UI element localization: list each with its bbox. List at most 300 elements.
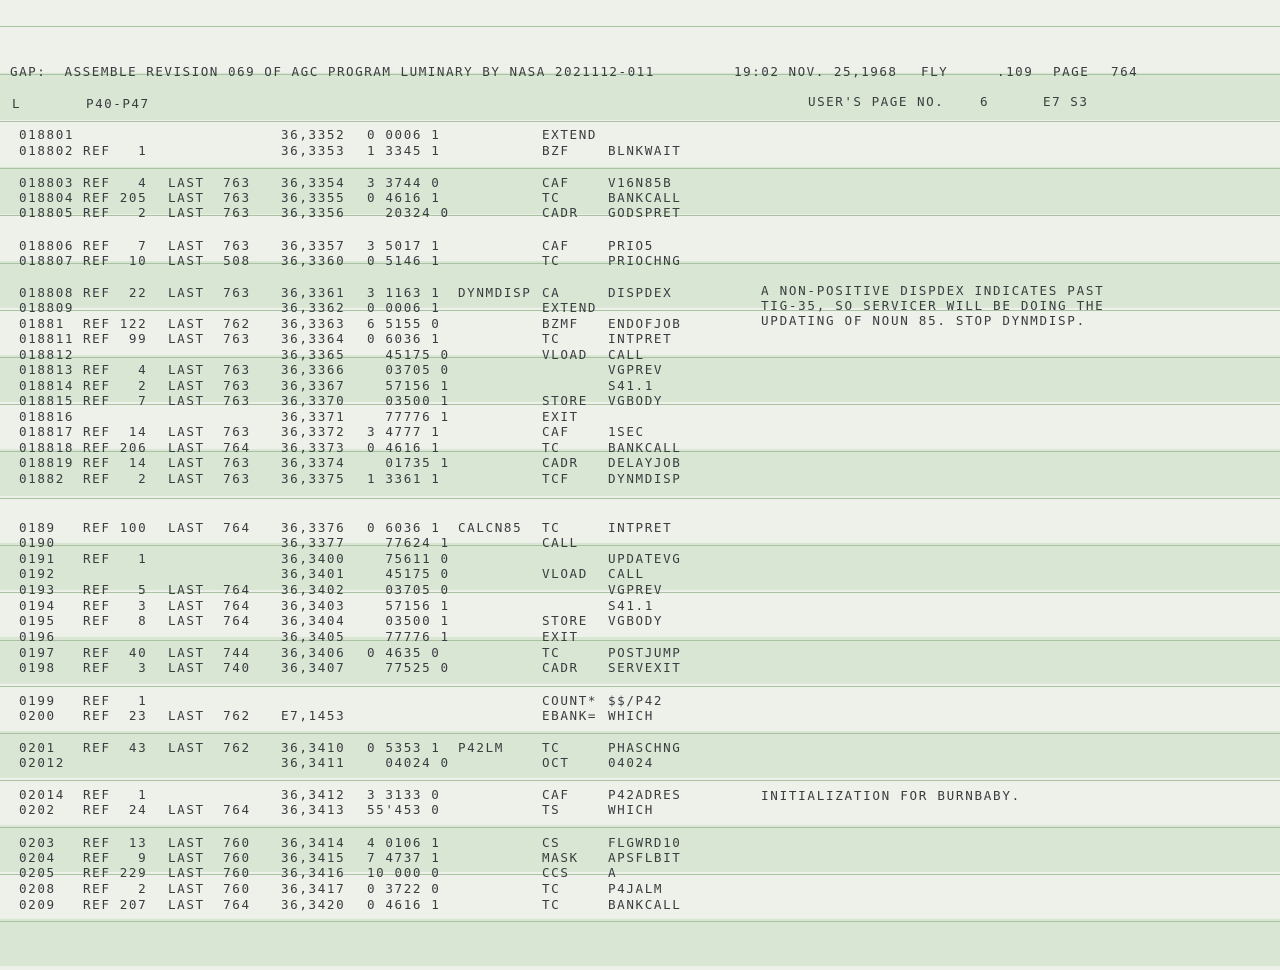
- opcode: BZF: [542, 143, 570, 158]
- assembly-mode: FLY: [921, 64, 949, 79]
- remark-line: UPDATING OF NOUN 85. STOP DYNMDISP.: [761, 313, 1086, 328]
- address: 36,3362: [281, 300, 346, 315]
- last-ref: LAST 763: [168, 331, 251, 346]
- octal-code: 0 0006 1: [367, 300, 441, 315]
- assembly-number: .109: [997, 64, 1034, 79]
- octal-code: 3 4777 1: [367, 424, 441, 439]
- opcode: TC: [542, 253, 561, 268]
- symbol-label: P42LM: [458, 740, 504, 755]
- address: E7,1453: [281, 708, 346, 723]
- remark-line: A NON-POSITIVE DISPDEX INDICATES PAST: [761, 283, 1105, 298]
- ref-count: REF 1: [83, 693, 148, 708]
- operand: APSFLBIT: [608, 850, 682, 865]
- section-title: P40-P47: [86, 96, 150, 111]
- octal-code: 7 4737 1: [367, 850, 441, 865]
- address: 36,3355: [281, 190, 346, 205]
- address: 36,3402: [281, 582, 346, 597]
- operand: PRIOCHNG: [608, 253, 682, 268]
- address: 36,3407: [281, 660, 346, 675]
- ref-count: REF 1: [83, 787, 148, 802]
- opcode: CAF: [542, 787, 570, 802]
- paper-rule: [0, 780, 1280, 781]
- line-number: 01882: [19, 471, 65, 486]
- listing-row: [0, 881, 1280, 897]
- operand: S41.1: [608, 378, 654, 393]
- address: 36,3411: [281, 755, 346, 770]
- listing-row: [0, 740, 1280, 756]
- address: 36,3377: [281, 535, 346, 550]
- opcode: CA: [542, 285, 561, 300]
- address: 36,3360: [281, 253, 346, 268]
- listing-row: [0, 566, 1280, 582]
- opcode: COUNT*: [542, 693, 598, 708]
- octal-code: 0 4616 1: [367, 440, 441, 455]
- opcode: TC: [542, 520, 561, 535]
- operand: PRIO5: [608, 238, 654, 253]
- line-number: 0204: [19, 850, 56, 865]
- opcode: EXIT: [542, 409, 579, 424]
- line-number: 018805: [19, 205, 75, 220]
- ref-count: REF 2: [83, 205, 148, 220]
- octal-code: 6 5155 0: [367, 316, 441, 331]
- address: 36,3406: [281, 645, 346, 660]
- last-ref: LAST 763: [168, 471, 251, 486]
- listing-row: [0, 440, 1280, 456]
- listing-row: [0, 238, 1280, 254]
- line-number: 018809: [19, 300, 75, 315]
- line-number: 0202: [19, 802, 56, 817]
- octal-code: 0 6036 1: [367, 331, 441, 346]
- operand: UPDATEVG: [608, 551, 682, 566]
- line-number: 0198: [19, 660, 56, 675]
- last-ref: LAST 762: [168, 708, 251, 723]
- octal-code: 0 3722 0: [367, 881, 441, 896]
- listing-row: [0, 205, 1280, 221]
- line-number: 0192: [19, 566, 56, 581]
- operand: A: [608, 865, 618, 880]
- operand: 1SEC: [608, 424, 645, 439]
- address: 36,3372: [281, 424, 346, 439]
- last-ref: LAST 763: [168, 190, 251, 205]
- paper-rule: [0, 686, 1280, 687]
- line-number: 0196: [19, 629, 56, 644]
- ref-count: REF 229: [83, 865, 148, 880]
- operand: P4JALM: [608, 881, 664, 896]
- remark-line: TIG-35, SO SERVICER WILL BE DOING THE: [761, 298, 1105, 313]
- opcode: EBANK=: [542, 708, 598, 723]
- operand: SERVEXIT: [608, 660, 682, 675]
- address: 36,3364: [281, 331, 346, 346]
- ref-count: REF 205: [83, 190, 148, 205]
- ref-count: REF 1: [83, 143, 148, 158]
- listing-row: [0, 424, 1280, 440]
- line-number: 018806: [19, 238, 75, 253]
- line-number: 018815: [19, 393, 75, 408]
- ref-count: REF 43: [83, 740, 148, 755]
- last-ref: LAST 744: [168, 645, 251, 660]
- last-ref: LAST 764: [168, 520, 251, 535]
- symbol-label: CALCN85: [458, 520, 523, 535]
- octal-code: 57156 1: [367, 378, 450, 393]
- octal-code: 20324 0: [367, 205, 450, 220]
- line-number: 02014: [19, 787, 65, 802]
- last-ref: LAST 763: [168, 393, 251, 408]
- opcode: CADR: [542, 205, 579, 220]
- listing-row: [0, 613, 1280, 629]
- operand: ENDOFJOB: [608, 316, 682, 331]
- octal-code: 4 0106 1: [367, 835, 441, 850]
- operand: $$/P42: [608, 693, 664, 708]
- address: 36,3401: [281, 566, 346, 581]
- address: 36,3405: [281, 629, 346, 644]
- operand: FLGWRD10: [608, 835, 682, 850]
- last-ref: LAST 762: [168, 740, 251, 755]
- listing-row: [0, 316, 1280, 332]
- octal-code: 57156 1: [367, 598, 450, 613]
- ref-count: REF 122: [83, 316, 148, 331]
- opcode: MASK: [542, 850, 579, 865]
- listing-row: [0, 190, 1280, 206]
- listing-row: [0, 787, 1280, 803]
- symbol-label: DYNMDISP: [458, 285, 532, 300]
- opcode: STORE: [542, 613, 588, 628]
- page-number: 764: [1111, 64, 1139, 79]
- line-number: 0195: [19, 613, 56, 628]
- line-number: 01881: [19, 316, 65, 331]
- line-number: 0200: [19, 708, 56, 723]
- octal-code: 0 6036 1: [367, 520, 441, 535]
- octal-code: 55'453 0: [367, 802, 441, 817]
- ref-count: REF 4: [83, 175, 148, 190]
- ref-count: REF 8: [83, 613, 148, 628]
- address: 36,3352: [281, 127, 346, 142]
- listing-row: [0, 143, 1280, 159]
- last-ref: LAST 760: [168, 835, 251, 850]
- octal-code: 3 5017 1: [367, 238, 441, 253]
- subheader-code: L: [12, 96, 22, 111]
- ref-count: REF 207: [83, 897, 148, 912]
- last-ref: LAST 763: [168, 205, 251, 220]
- operand: GODSPRET: [608, 205, 682, 220]
- last-ref: LAST 764: [168, 613, 251, 628]
- octal-code: 04024 0: [367, 755, 450, 770]
- assembly-timestamp: 19:02 NOV. 25,1968: [734, 64, 898, 79]
- ref-count: REF 22: [83, 285, 148, 300]
- line-number: 018818: [19, 440, 75, 455]
- listing-row: [0, 331, 1280, 347]
- address: 36,3370: [281, 393, 346, 408]
- ref-count: REF 1: [83, 551, 148, 566]
- opcode: CADR: [542, 660, 579, 675]
- octal-code: 75611 0: [367, 551, 450, 566]
- ref-count: REF 5: [83, 582, 148, 597]
- octal-code: 1 3361 1: [367, 471, 441, 486]
- opcode: CS: [542, 835, 561, 850]
- opcode: TC: [542, 881, 561, 896]
- remark-line: INITIALIZATION FOR BURNBABY.: [761, 788, 1021, 803]
- address: 36,3374: [281, 455, 346, 470]
- opcode: TC: [542, 190, 561, 205]
- address: 36,3420: [281, 897, 346, 912]
- address: 36,3367: [281, 378, 346, 393]
- user-page-label: USER'S PAGE NO.: [808, 94, 945, 109]
- operand: INTPRET: [608, 331, 673, 346]
- operand: S41.1: [608, 598, 654, 613]
- ref-count: REF 99: [83, 331, 148, 346]
- ref-count: REF 10: [83, 253, 148, 268]
- line-number: 018807: [19, 253, 75, 268]
- address: 36,3414: [281, 835, 346, 850]
- last-ref: LAST 763: [168, 238, 251, 253]
- address: 36,3361: [281, 285, 346, 300]
- address: 36,3363: [281, 316, 346, 331]
- listing-row: [0, 378, 1280, 394]
- last-ref: LAST 763: [168, 362, 251, 377]
- address: 36,3371: [281, 409, 346, 424]
- line-number: 018804: [19, 190, 75, 205]
- octal-code: 77776 1: [367, 629, 450, 644]
- operand: CALL: [608, 347, 645, 362]
- listing-row: [0, 127, 1280, 143]
- last-ref: LAST 760: [168, 881, 251, 896]
- paper-rule: [0, 121, 1280, 122]
- listing-row: [0, 253, 1280, 269]
- ref-count: REF 2: [83, 378, 148, 393]
- address: 36,3373: [281, 440, 346, 455]
- ref-count: REF 2: [83, 881, 148, 896]
- ref-count: REF 100: [83, 520, 148, 535]
- listing-row: [0, 455, 1280, 471]
- address: 36,3404: [281, 613, 346, 628]
- ref-count: REF 14: [83, 455, 148, 470]
- opcode: CCS: [542, 865, 570, 880]
- last-ref: LAST 764: [168, 802, 251, 817]
- operand: VGBODY: [608, 613, 664, 628]
- opcode: TC: [542, 645, 561, 660]
- opcode: TC: [542, 740, 561, 755]
- operand: BANKCALL: [608, 190, 682, 205]
- line-number: 018801: [19, 127, 75, 142]
- address: 36,3366: [281, 362, 346, 377]
- last-ref: LAST 763: [168, 424, 251, 439]
- opcode: TCF: [542, 471, 570, 486]
- paper-rule: [0, 921, 1280, 922]
- opcode: CAF: [542, 175, 570, 190]
- operand: PHASCHNG: [608, 740, 682, 755]
- listing-row: [0, 551, 1280, 567]
- listing-row: [0, 409, 1280, 425]
- paper-rule: [0, 827, 1280, 828]
- line-number: 018812: [19, 347, 75, 362]
- operand: DISPDEX: [608, 285, 673, 300]
- operand: DYNMDISP: [608, 471, 682, 486]
- paper-rule: [0, 498, 1280, 499]
- operand: CALL: [608, 566, 645, 581]
- line-number: 018817: [19, 424, 75, 439]
- ref-count: REF 9: [83, 850, 148, 865]
- octal-code: 0 5353 1: [367, 740, 441, 755]
- line-number: 018803: [19, 175, 75, 190]
- last-ref: LAST 508: [168, 253, 251, 268]
- listing-row: [0, 362, 1280, 378]
- line-number: 0203: [19, 835, 56, 850]
- operand: WHICH: [608, 802, 654, 817]
- listing-row: [0, 598, 1280, 614]
- listing-row: [0, 755, 1280, 771]
- page-label: PAGE: [1053, 64, 1090, 79]
- opcode: OCT: [542, 755, 570, 770]
- user-page-number: 6: [980, 94, 990, 109]
- address: 36,3400: [281, 551, 346, 566]
- address: 36,3365: [281, 347, 346, 362]
- last-ref: LAST 764: [168, 598, 251, 613]
- last-ref: LAST 763: [168, 285, 251, 300]
- address: 36,3376: [281, 520, 346, 535]
- ref-count: REF 23: [83, 708, 148, 723]
- listing-row: [0, 708, 1280, 724]
- octal-code: 77776 1: [367, 409, 450, 424]
- opcode: VLOAD: [542, 347, 588, 362]
- operand: DELAYJOB: [608, 455, 682, 470]
- listing-row: [0, 865, 1280, 881]
- address: 36,3416: [281, 865, 346, 880]
- line-number: 0194: [19, 598, 56, 613]
- paper-rule: [0, 733, 1280, 734]
- ref-count: REF 206: [83, 440, 148, 455]
- address: 36,3353: [281, 143, 346, 158]
- last-ref: LAST 763: [168, 455, 251, 470]
- listing-row: [0, 897, 1280, 913]
- last-ref: LAST 760: [168, 850, 251, 865]
- address: 36,3410: [281, 740, 346, 755]
- octal-code: 0 0006 1: [367, 127, 441, 142]
- opcode: EXTEND: [542, 300, 598, 315]
- opcode: CADR: [542, 455, 579, 470]
- last-ref: LAST 764: [168, 897, 251, 912]
- line-number: 018808: [19, 285, 75, 300]
- opcode: CAF: [542, 424, 570, 439]
- operand: BANKCALL: [608, 440, 682, 455]
- octal-code: 03705 0: [367, 582, 450, 597]
- operand: 04024: [608, 755, 654, 770]
- operand: WHICH: [608, 708, 654, 723]
- last-ref: LAST 763: [168, 378, 251, 393]
- octal-code: 03500 1: [367, 393, 450, 408]
- listing-row: [0, 471, 1280, 487]
- operand: BLNKWAIT: [608, 143, 682, 158]
- last-ref: LAST 764: [168, 582, 251, 597]
- ref-count: REF 2: [83, 471, 148, 486]
- ref-count: REF 3: [83, 598, 148, 613]
- operand: VGPREV: [608, 362, 664, 377]
- opcode: STORE: [542, 393, 588, 408]
- last-ref: LAST 740: [168, 660, 251, 675]
- ref-count: REF 40: [83, 645, 148, 660]
- ref-count: REF 7: [83, 238, 148, 253]
- operand: INTPRET: [608, 520, 673, 535]
- opcode: TC: [542, 897, 561, 912]
- address: 36,3375: [281, 471, 346, 486]
- address: 36,3417: [281, 881, 346, 896]
- listing-row: [0, 660, 1280, 676]
- ref-count: REF 4: [83, 362, 148, 377]
- listing-row: [0, 629, 1280, 645]
- address: 36,3356: [281, 205, 346, 220]
- octal-code: 77624 1: [367, 535, 450, 550]
- operand: BANKCALL: [608, 897, 682, 912]
- octal-code: 0 4616 1: [367, 897, 441, 912]
- octal-code: 03500 1: [367, 613, 450, 628]
- line-number: 018814: [19, 378, 75, 393]
- opcode: VLOAD: [542, 566, 588, 581]
- address: 36,3403: [281, 598, 346, 613]
- operand: VGBODY: [608, 393, 664, 408]
- assembly-title: GAP: ASSEMBLE REVISION 069 OF AGC PROGRAM LUMINARY BY NASA 2021112-011: [10, 64, 655, 79]
- line-number: 0205: [19, 865, 56, 880]
- opcode: BZMF: [542, 316, 579, 331]
- octal-code: 45175 0: [367, 347, 450, 362]
- listing-row: [0, 835, 1280, 851]
- last-ref: LAST 762: [168, 316, 251, 331]
- opcode: TS: [542, 802, 561, 817]
- listing-row: [0, 347, 1280, 363]
- ref-count: REF 24: [83, 802, 148, 817]
- address: 36,3357: [281, 238, 346, 253]
- paper-rule: [0, 26, 1280, 27]
- octal-code: 03705 0: [367, 362, 450, 377]
- line-number: 0208: [19, 881, 56, 896]
- line-number: 0191: [19, 551, 56, 566]
- opcode: TC: [542, 440, 561, 455]
- line-number: 0199: [19, 693, 56, 708]
- address: 36,3354: [281, 175, 346, 190]
- opcode: EXTEND: [542, 127, 598, 142]
- listing-row: [0, 850, 1280, 866]
- octal-code: 10 000 0: [367, 865, 441, 880]
- line-number: 0201: [19, 740, 56, 755]
- octal-code: 77525 0: [367, 660, 450, 675]
- ref-count: REF 13: [83, 835, 148, 850]
- address: 36,3413: [281, 802, 346, 817]
- opcode: CALL: [542, 535, 579, 550]
- line-number: 018811: [19, 331, 75, 346]
- octal-code: 0 4635 0: [367, 645, 441, 660]
- subheader-right-code: E7 S3: [1043, 94, 1089, 109]
- line-number: 018802: [19, 143, 75, 158]
- listing-row: [0, 393, 1280, 409]
- opcode: EXIT: [542, 629, 579, 644]
- listing-row: [0, 175, 1280, 191]
- last-ref: LAST 764: [168, 440, 251, 455]
- listing-row: [0, 693, 1280, 709]
- line-number: 018819: [19, 455, 75, 470]
- operand: P42ADRES: [608, 787, 682, 802]
- operand: V16N85B: [608, 175, 673, 190]
- listing-row: [0, 520, 1280, 536]
- octal-code: 45175 0: [367, 566, 450, 581]
- line-number: 0209: [19, 897, 56, 912]
- ref-count: REF 14: [83, 424, 148, 439]
- listing-row: [0, 535, 1280, 551]
- octal-code: 1 3345 1: [367, 143, 441, 158]
- octal-code: 3 1163 1: [367, 285, 441, 300]
- last-ref: LAST 763: [168, 175, 251, 190]
- octal-code: 0 5146 1: [367, 253, 441, 268]
- ref-count: REF 7: [83, 393, 148, 408]
- line-number: 02012: [19, 755, 65, 770]
- octal-code: 0 4616 1: [367, 190, 441, 205]
- line-number: 0190: [19, 535, 56, 550]
